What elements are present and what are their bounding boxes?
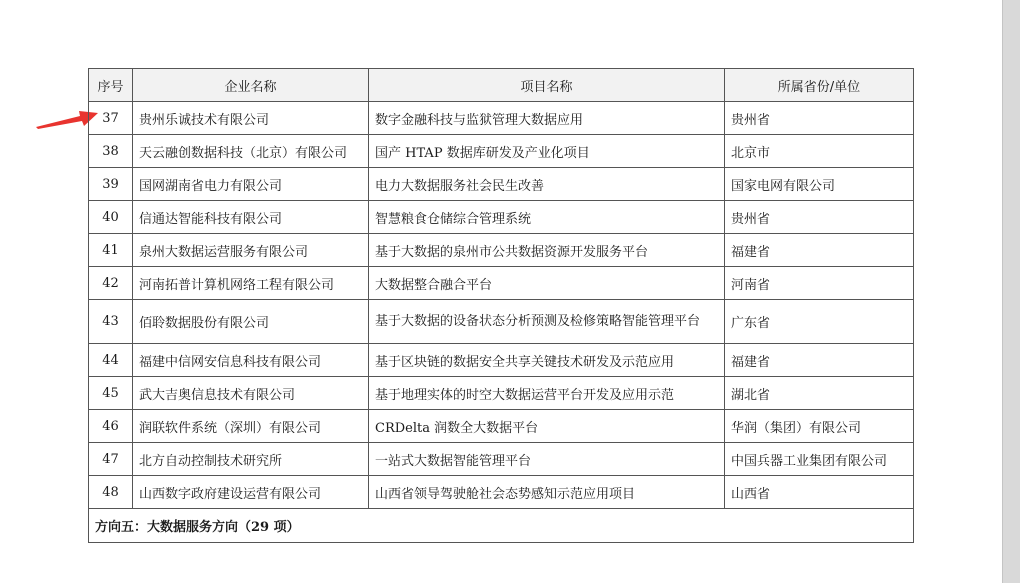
- company-cell: 福建中信网安信息科技有限公司: [133, 344, 369, 377]
- project-cell: 国产 HTAP 数据库研发及产业化项目: [369, 135, 725, 168]
- table-row: [89, 234, 914, 267]
- serial-cell: 40: [89, 201, 133, 234]
- province-cell: 福建省: [725, 234, 914, 267]
- table-row: [89, 476, 914, 509]
- project-cell: 智慧粮食仓储综合管理系统: [369, 201, 725, 234]
- province-cell: 贵州省: [725, 201, 914, 234]
- project-cell: 基于区块链的数据安全共享关键技术研发及示范应用: [369, 344, 725, 377]
- table-row: [89, 377, 914, 410]
- header-province: 所属省份/单位: [725, 69, 914, 102]
- project-cell: CRDelta 润数全大数据平台: [369, 410, 725, 443]
- project-cell: 一站式大数据智能管理平台: [369, 443, 725, 476]
- company-cell: 贵州乐诚技术有限公司: [133, 102, 369, 135]
- province-cell: 山西省: [725, 476, 914, 509]
- table-row: [89, 410, 914, 443]
- header-project: 项目名称: [369, 69, 725, 102]
- province-cell: 中国兵器工业集团有限公司: [725, 443, 914, 476]
- company-cell: 国网湖南省电力有限公司: [133, 168, 369, 201]
- table-row: [89, 135, 914, 168]
- project-cell: 数字金融科技与监狱管理大数据应用: [369, 102, 725, 135]
- province-cell: 湖北省: [725, 377, 914, 410]
- project-cell: 基于大数据的设备状态分析预测及检修策略智能管理平台: [369, 300, 725, 344]
- project-cell: 大数据整合融合平台: [369, 267, 725, 300]
- serial-cell: 42: [89, 267, 133, 300]
- company-cell: 润联软件系统（深圳）有限公司: [133, 410, 369, 443]
- province-cell: 华润（集团）有限公司: [725, 410, 914, 443]
- table-row: [89, 267, 914, 300]
- company-cell: 河南拓普计算机网络工程有限公司: [133, 267, 369, 300]
- section-row: [89, 509, 914, 543]
- serial-cell: 39: [89, 168, 133, 201]
- company-cell: 天云融创数据科技（北京）有限公司: [133, 135, 369, 168]
- table-row: [89, 168, 914, 201]
- province-cell: 福建省: [725, 344, 914, 377]
- province-cell: 广东省: [725, 300, 914, 344]
- serial-cell: 47: [89, 443, 133, 476]
- serial-cell: 38: [89, 135, 133, 168]
- company-cell: 信通达智能科技有限公司: [133, 201, 369, 234]
- company-cell: 泉州大数据运营服务有限公司: [133, 234, 369, 267]
- project-cell: 山西省领导驾驶舱社会态势感知示范应用项目: [369, 476, 725, 509]
- project-cell: 基于大数据的泉州市公共数据资源开发服务平台: [369, 234, 725, 267]
- table-header-row: [89, 69, 914, 102]
- serial-cell: 43: [89, 300, 133, 344]
- table-row: [89, 443, 914, 476]
- company-cell: 佰聆数据股份有限公司: [133, 300, 369, 344]
- table-row: [89, 102, 914, 135]
- province-cell: 贵州省: [725, 102, 914, 135]
- table-row: [89, 300, 914, 344]
- serial-cell: 41: [89, 234, 133, 267]
- scrollbar-track[interactable]: [1002, 0, 1020, 583]
- header-serial: 序号: [89, 69, 133, 102]
- province-cell: 河南省: [725, 267, 914, 300]
- table-row: [89, 201, 914, 234]
- company-cell: 山西数字政府建设运营有限公司: [133, 476, 369, 509]
- province-cell: 北京市: [725, 135, 914, 168]
- province-cell: 国家电网有限公司: [725, 168, 914, 201]
- company-cell: 北方自动控制技术研究所: [133, 443, 369, 476]
- project-cell: 电力大数据服务社会民生改善: [369, 168, 725, 201]
- section-heading: 方向五：大数据服务方向（29 项）: [89, 509, 914, 543]
- serial-cell: 45: [89, 377, 133, 410]
- serial-cell: 46: [89, 410, 133, 443]
- header-company: 企业名称: [133, 69, 369, 102]
- project-table: [88, 68, 914, 543]
- serial-cell: 48: [89, 476, 133, 509]
- project-cell: 基于地理实体的时空大数据运营平台开发及应用示范: [369, 377, 725, 410]
- serial-cell: 44: [89, 344, 133, 377]
- serial-cell: 37: [89, 102, 133, 135]
- table-row: [89, 344, 914, 377]
- company-cell: 武大吉奥信息技术有限公司: [133, 377, 369, 410]
